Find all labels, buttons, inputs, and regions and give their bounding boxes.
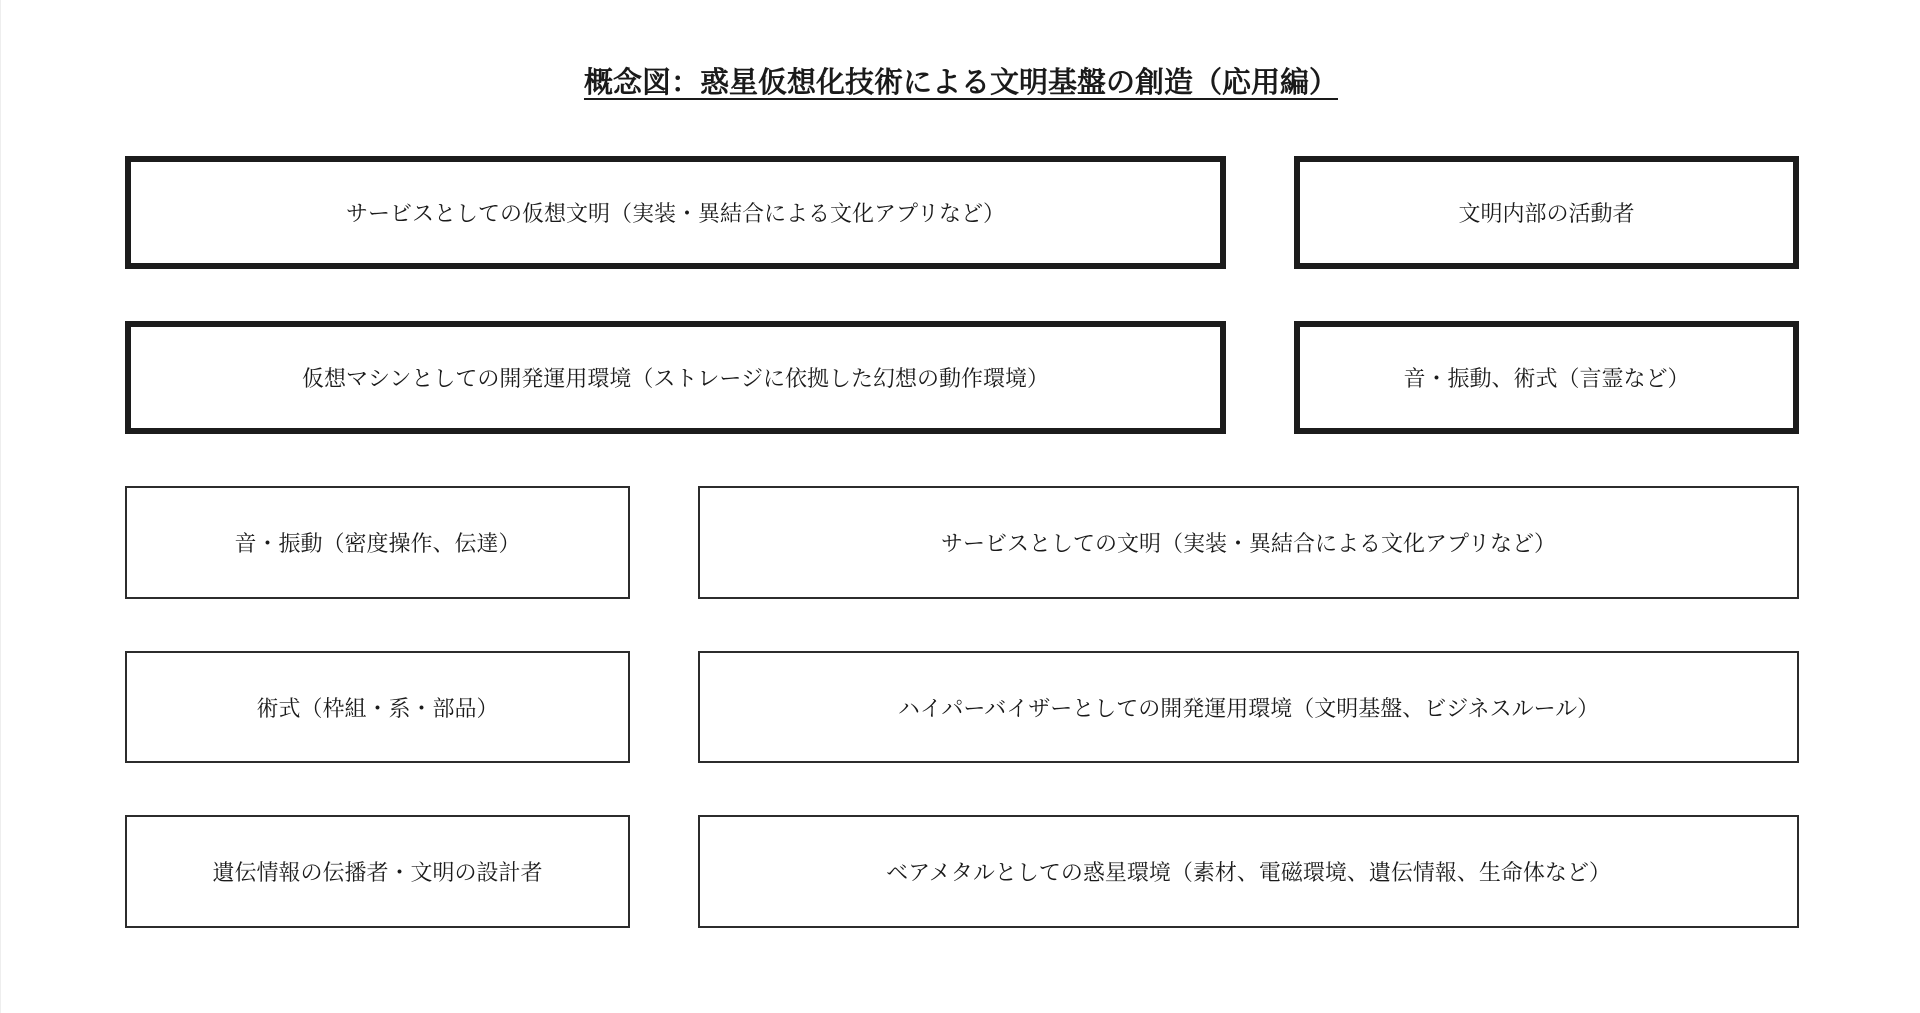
diagram-title-text: 概念図：惑星仮想化技術による文明基盤の創造（応用編） (583, 65, 1338, 99)
box-label: ハイパーバイザーとしての開発運用環境（文明基盤、ビジネスルール） (897, 696, 1600, 722)
box-spell-framework (125, 651, 630, 763)
box-label: 音・振動（密度操作、伝達） (234, 532, 521, 557)
box-label: サービスとしての文明（実装・異結合による文化アプリなど） (940, 532, 1557, 557)
box-label: 音・振動、術式（言霊など） (1403, 367, 1690, 392)
box-label: サービスとしての仮想文明（実装・異結合による文化アプリなど） (345, 202, 1006, 227)
box-virtual-civilization-service (125, 156, 1226, 269)
box-label: 術式（枠組・系・部品） (256, 696, 499, 722)
box-virtual-machine-devops-env (125, 321, 1226, 434)
box-bare-metal-planet-env (698, 815, 1799, 928)
box-label: ベアメタルとしての惑星環境（素材、電磁環境、遺伝情報、生命体など） (886, 861, 1611, 886)
diagram-title (1, 62, 1920, 102)
box-sound-vibration-density (125, 486, 630, 599)
box-sound-vibration-spells (1294, 321, 1799, 434)
box-gene-propagator-designer (125, 815, 630, 928)
box-hypervisor-devops-env (698, 651, 1799, 763)
box-civilization-internal-actors (1294, 156, 1799, 269)
box-label: 文明内部の活動者 (1458, 202, 1635, 227)
box-label: 仮想マシンとしての開発運用環境（ストレージに依拠した幻想の動作環境） (301, 367, 1049, 392)
box-label: 遺伝情報の伝播者・文明の設計者 (212, 861, 543, 886)
box-civilization-service (698, 486, 1799, 599)
